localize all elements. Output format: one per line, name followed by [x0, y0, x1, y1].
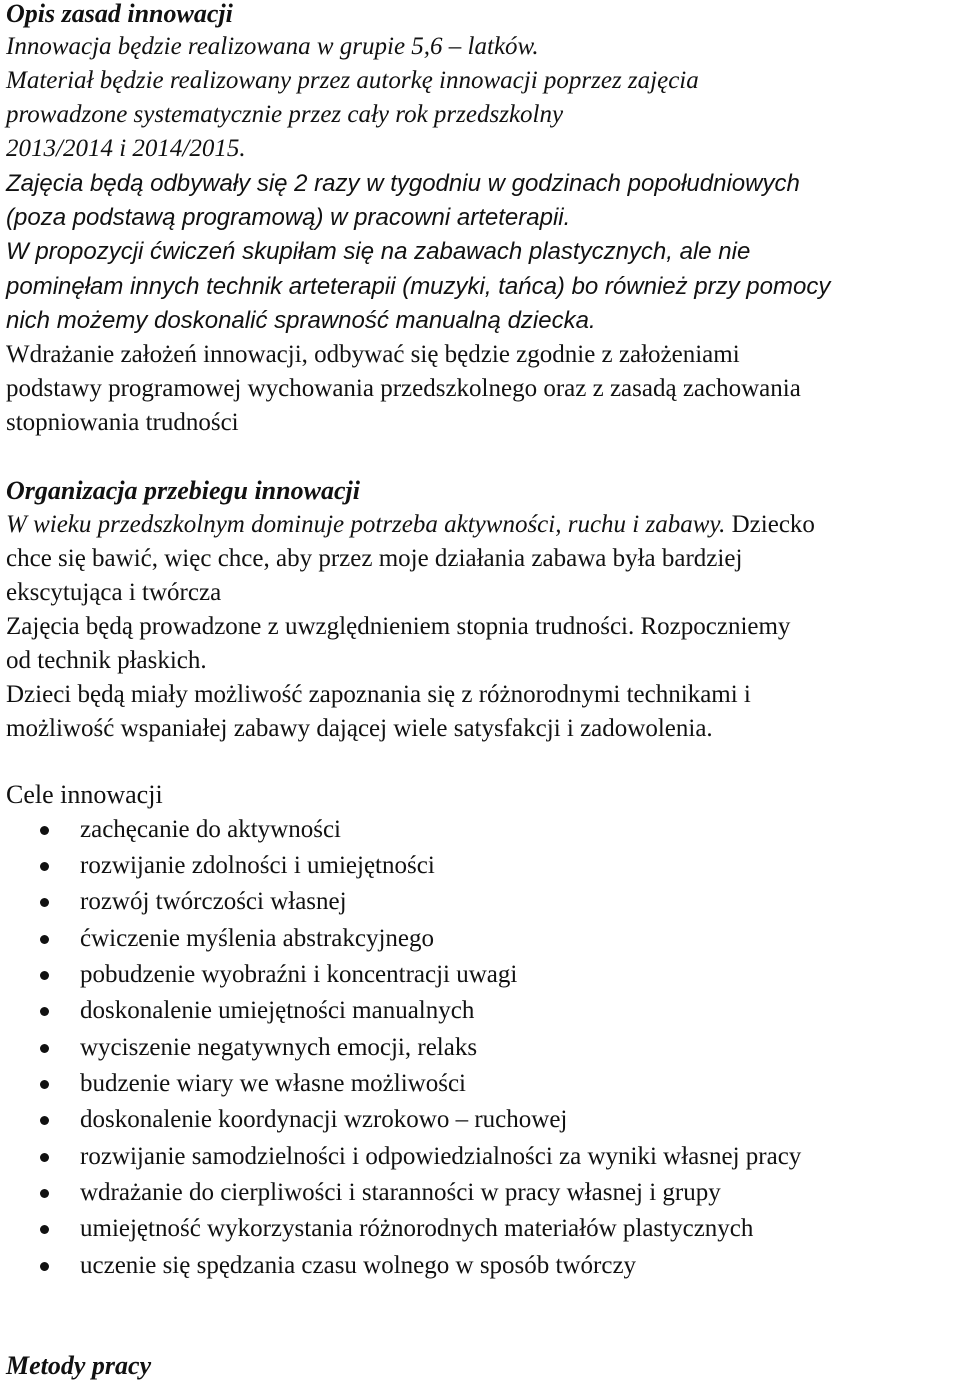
- bullet-icon: [40, 826, 49, 835]
- list-item: wdrażanie do cierpliwości i staranności w pracy własnej i grupy: [80, 1179, 721, 1206]
- bullet-icon: [40, 971, 49, 980]
- paragraph-line: Materiał będzie realizowany przez autorkę innowacji poprzez zajęcia: [6, 67, 699, 94]
- paragraph-line: [6, 508, 815, 542]
- bullet-icon: [40, 1080, 49, 1089]
- list-item: zachęcanie do aktywności: [80, 816, 341, 843]
- paragraph-line: nich możemy doskonalić sprawność manualną dziecka.: [6, 307, 596, 334]
- paragraph-line: W propozycji ćwiczeń skupiłam się na zabawach plastycznych, ale nie: [6, 238, 751, 265]
- bullet-icon: [40, 1262, 49, 1271]
- list-item: rozwijanie zdolności i umiejętności: [80, 852, 435, 879]
- list-item: umiejętność wykorzystania różnorodnych materiałów plastycznych: [80, 1215, 754, 1242]
- section-heading-metody: Metody pracy: [6, 1351, 152, 1380]
- list-item: wyciszenie negatywnych emocji, relaks: [80, 1034, 478, 1061]
- paragraph-text-regular: Dziecko: [725, 511, 815, 538]
- list-item: doskonalenie koordynacji wzrokowo – ruchowej: [80, 1106, 568, 1133]
- bullet-icon: [40, 898, 49, 907]
- section-heading-opis: Opis zasad innowacji: [6, 0, 233, 28]
- paragraph-line: Zajęcia będą odbywały się 2 razy w tygodniu w godzinach popołudniowych: [6, 170, 800, 197]
- paragraph-line: Wdrażanie założeń innowacji, odbywać się będzie zgodnie z założeniami: [6, 341, 740, 368]
- bullet-icon: [40, 1153, 49, 1162]
- paragraph-text-italic: W wieku przedszkolnym dominuje potrzeba aktywności, ruchu i zabawy.: [6, 511, 726, 538]
- paragraph-line: podstawy programowej wychowania przedszkolnego oraz z zasadą zachowania: [6, 375, 801, 402]
- bullet-icon: [40, 1225, 49, 1234]
- list-item: rozwój twórczości własnej: [80, 888, 347, 915]
- bullet-icon: [40, 1116, 49, 1125]
- list-item: ćwiczenie myślenia abstrakcyjnego: [80, 925, 435, 952]
- paragraph-line: ekscytująca i twórcza: [6, 579, 222, 606]
- bullet-icon: [40, 1189, 49, 1198]
- bullet-icon: [40, 862, 49, 871]
- paragraph-line: 2013/2014 i 2014/2015.: [6, 135, 246, 162]
- section-heading-organizacja: Organizacja przebiegu innowacji: [6, 476, 360, 505]
- bullet-icon: [40, 935, 49, 944]
- paragraph-line: pominęłam innych technik arteterapii (muzyki, tańca) bo również przy pomocy: [6, 273, 831, 300]
- list-item: uczenie się spędzania czasu wolnego w sposób twórczy: [80, 1252, 637, 1279]
- bullet-icon: [40, 1044, 49, 1053]
- paragraph-line: stopniowania trudności: [6, 409, 239, 436]
- list-item: pobudzenie wyobraźni i koncentracji uwagi: [80, 961, 518, 988]
- paragraph-line: od technik płaskich.: [6, 647, 207, 674]
- paragraph-line: chce się bawić, więc chce, aby przez moje działania zabawa była bardziej: [6, 545, 743, 572]
- paragraph-line: Zajęcia będą prowadzone z uwzględnieniem stopnia trudności. Rozpoczniemy: [6, 613, 791, 640]
- paragraph-line: możliwość wspaniałej zabawy dającej wiele satysfakcji i zadowolenia.: [6, 715, 713, 742]
- section-heading-cele: Cele innowacji: [6, 780, 163, 809]
- list-item: budzenie wiary we własne możliwości: [80, 1070, 466, 1097]
- list-item: doskonalenie umiejętności manualnych: [80, 997, 475, 1024]
- paragraph-line: Innowacja będzie realizowana w grupie 5,6 – latków.: [6, 33, 539, 60]
- paragraph-line: Dzieci będą miały możliwość zapoznania się z różnorodnymi technikami i: [6, 681, 751, 708]
- paragraph-line: (poza podstawą programową) w pracowni arteterapii.: [6, 204, 571, 231]
- list-item: rozwijanie samodzielności i odpowiedzialności za wyniki własnej pracy: [80, 1143, 802, 1170]
- bullet-icon: [40, 1007, 49, 1016]
- paragraph-line: prowadzone systematycznie przez cały rok przedszkolny: [6, 101, 564, 128]
